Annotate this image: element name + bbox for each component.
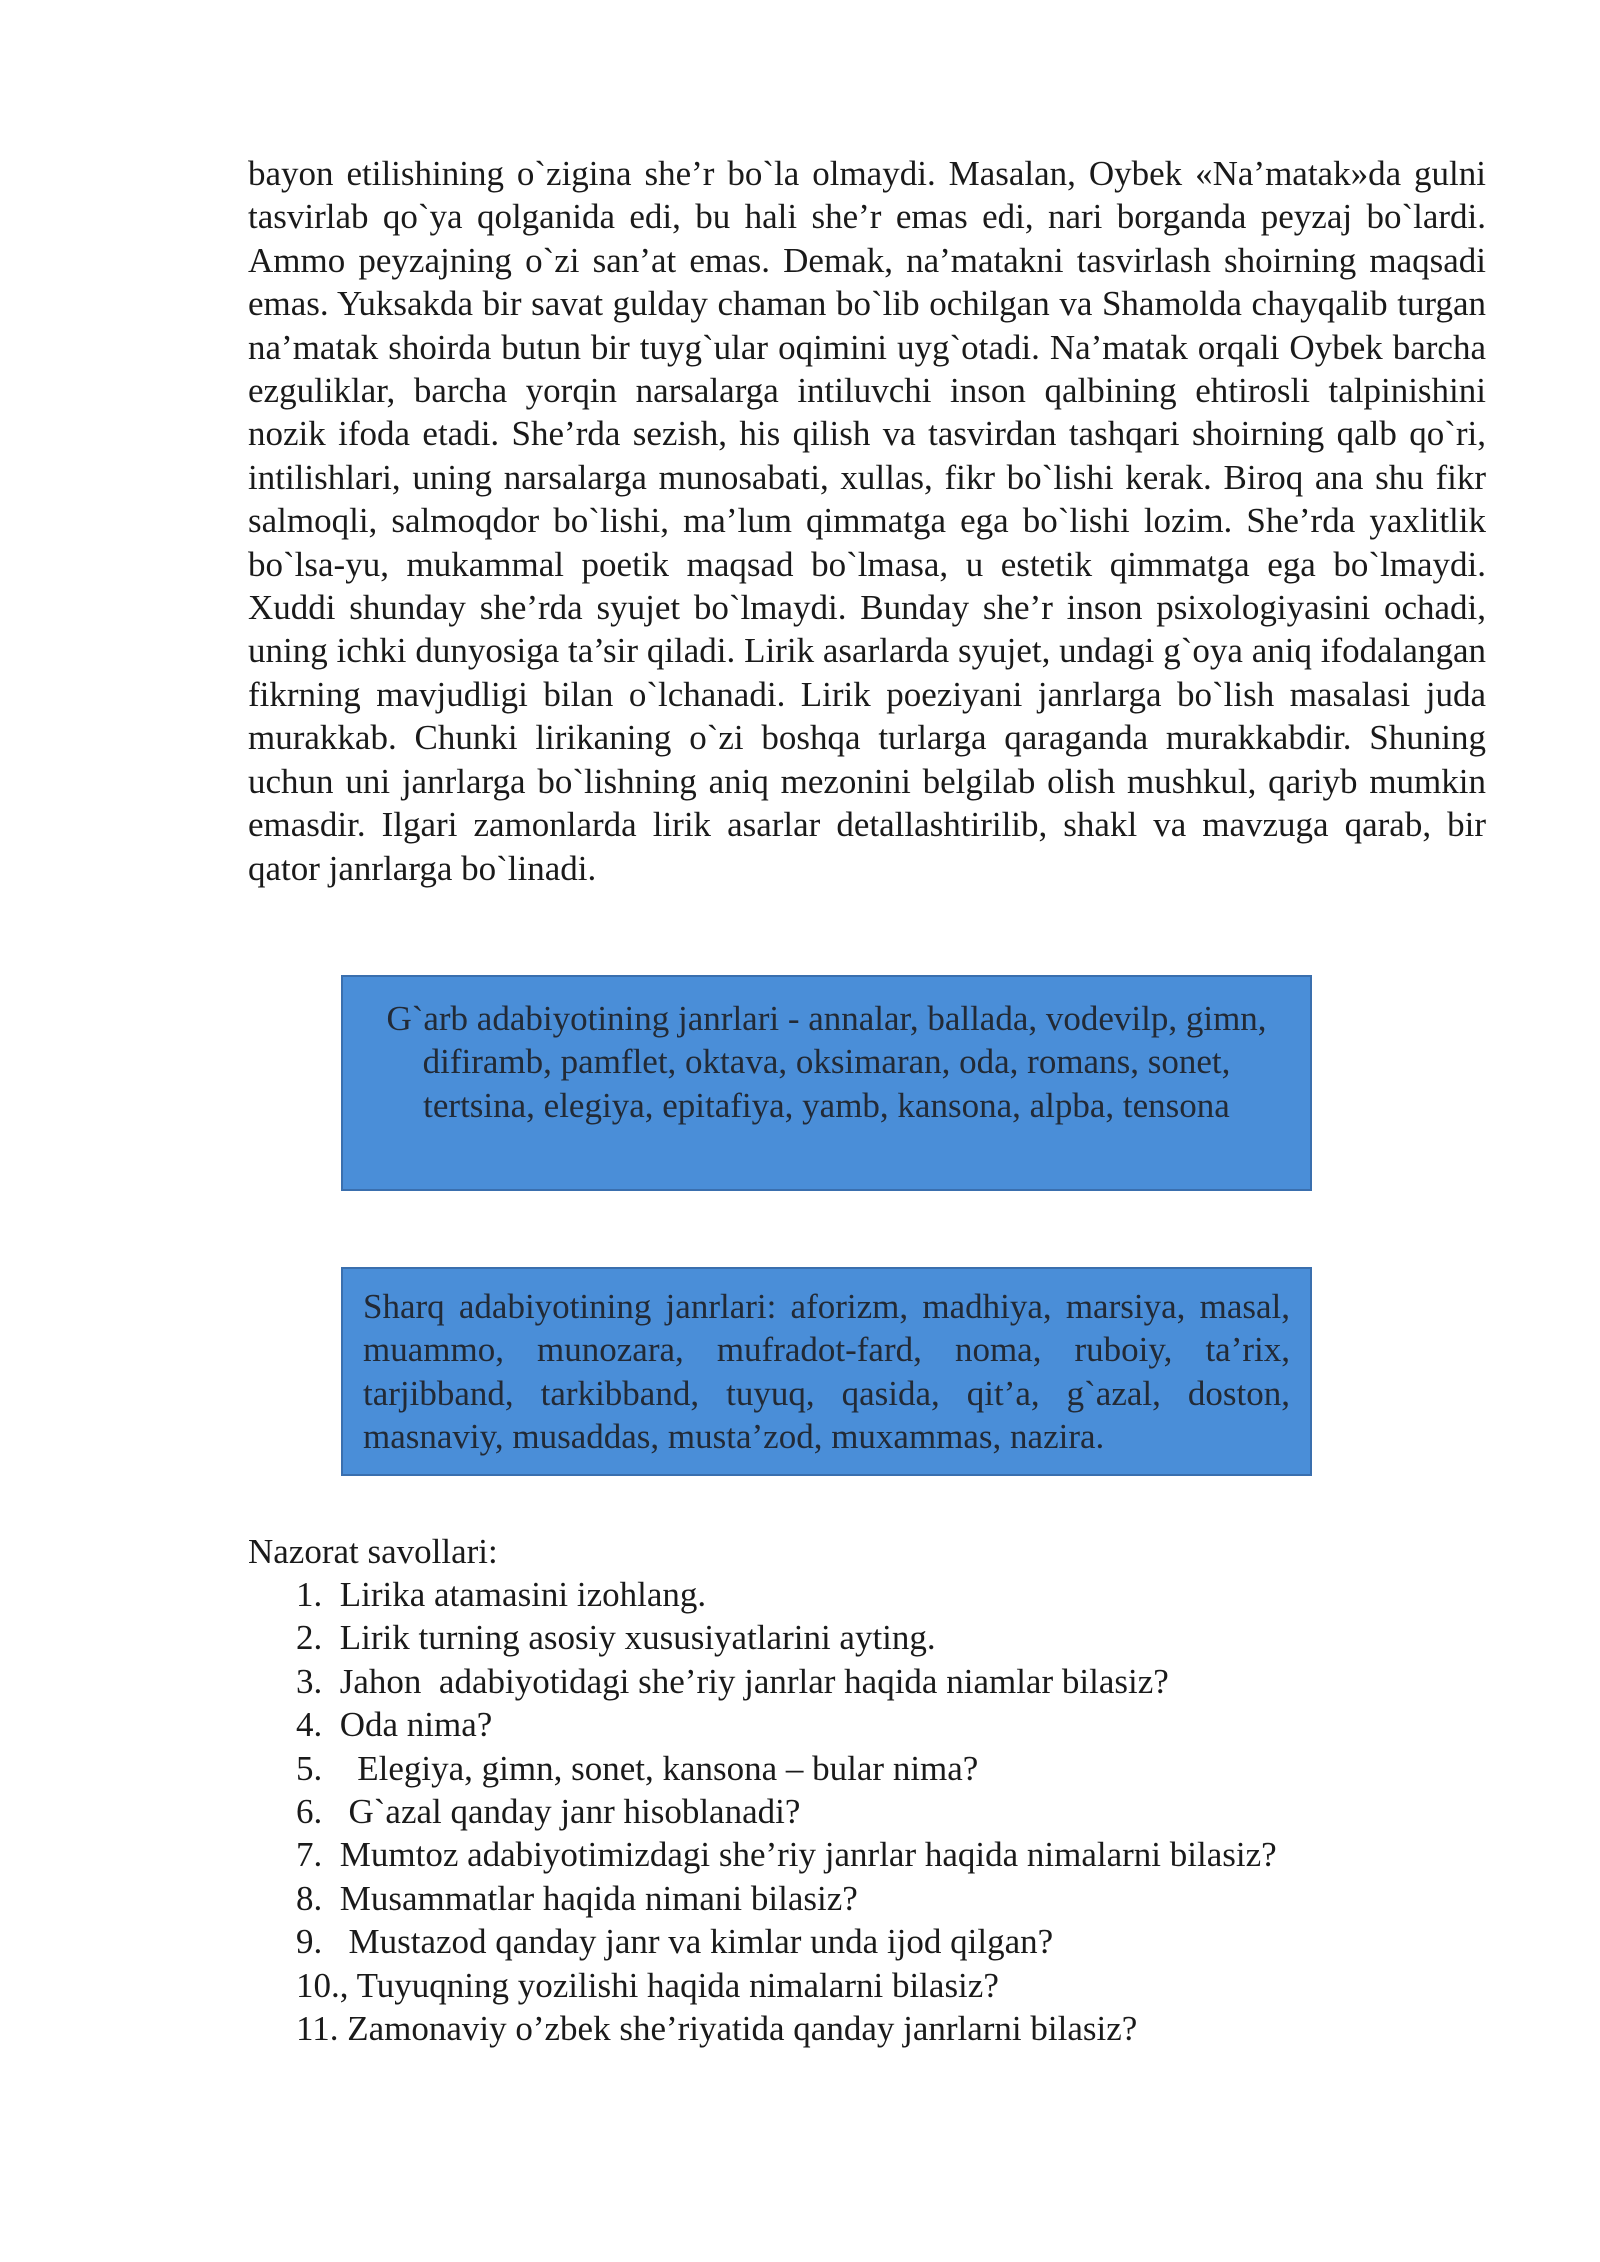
question-item: 4. Oda nima? xyxy=(296,1705,493,1745)
question-item: 9. Mustazod qanday janr va kimlar unda ijod qilgan? xyxy=(296,1922,1054,1962)
eastern-genres-box xyxy=(341,1267,1312,1476)
question-item: 11. Zamonaviy o’zbek she’riyatida qanday janrlarni bilasiz? xyxy=(296,2009,1138,2049)
western-genres-box xyxy=(341,975,1312,1191)
western-genres-text: G`arb adabiyotining janrlari - annalar, ballada, vodevilp, gimn, difiramb, pamflet, oktava, oksimaran, oda, romans, sonet, tertsina, elegiya, epitafiya, yamb, kansona, alpba, tensona xyxy=(386,999,1267,1125)
question-item: 10., Tuyuqning yozilishi haqida nimalarni bilasiz? xyxy=(296,1965,999,2005)
question-item: 5. Elegiya, gimn, sonet, kansona – bular nima? xyxy=(296,1748,979,1788)
question-item: 2. Lirik turning asosiy xususiyatlarini ayting. xyxy=(296,1618,936,1658)
question-item: 7. Mumtoz adabiyotimizdagi she’riy janrlar haqida nimalarni bilasiz? xyxy=(296,1835,1277,1875)
question-item: 6. G`azal qanday janr hisoblanadi? xyxy=(296,1792,801,1832)
eastern-genres-text: Sharq adabiyotining janrlari: aforizm, madhiya, marsiya, masal, muammo, munozara, mufradot-fard, noma, ruboiy, ta’rix, tarjibband, tarkibband, tuyuq, qasida, qit’a, g`azal, doston, masnaviy, musaddas, musta’zod, muxammas, nazira. xyxy=(363,1287,1290,1457)
question-item: 1. Lirika atamasini izohlang. xyxy=(296,1575,707,1614)
questions-list xyxy=(296,1573,1496,2050)
questions-title: Nazorat savollari: xyxy=(248,1532,498,1571)
body-paragraph: bayon etilishining o`zigina she’r bo`la olmaydi. Masalan, Oybek «Na’matak»da gulni tasvirlab qo`ya qolganida edi, bu hali she’r emas edi, nari borganda peyzaj bo`lardi. Ammo peyzajning o`zi san’at emas. Demak, na’matakni tasvirlash shoirning maqsadi emas. Yuksakda bir savat gulday chaman bo`lib ochilgan va Shamolda chayqalib turgan na’matak shoirda butun bir tuyg`ular oqimini uyg`otadi. Na’matak orqali Oybek barcha ezguliklar, barcha yorqin narsalarga intiluvchi inson qalbining ehtirosli talpinishini nozik ifoda etadi. She’rda sezish, his qilish va tasvirdan tashqari shoirning qalb qo`ri, intilishlari, uning narsalarga munosabati, xullas, fikr bo`lishi kerak. Biroq ana shu fikr salmoqli, salmoqdor bo`lishi, ma’lum qimmatga ega bo`lishi lozim. She’rda yaxlitlik bo`lsa-yu, mukammal poetik maqsad bo`lmasa, u estetik qimmatga ega bo`lmaydi. Xuddi shunday she’rda syujet bo`lmaydi. Bunday she’r inson psixologiyasini ochadi, uning ichki dunyosiga ta’sir qiladi. Lirik asarlarda syujet, undagi g`oya aniq ifodalangan fikrning mavjudligi bilan o`lchanadi. Lirik poeziyani janrlarga bo`lish masalasi juda murakkab. Chunki lirikaning o`zi boshqa turlarga qaraganda murakkabdir. Shuning uchun uni janrlarga bo`lishning aniq mezonini belgilab olish mushkul, qariyb mumkin emasdir. Ilgari zamonlarda lirik asarlar detallashtirilib, shakl va mavzuga qarab, bir qator janrlarga bo`linadi. xyxy=(248,154,1486,888)
question-item: 8. Musammatlar haqida nimani bilasiz? xyxy=(296,1878,858,1918)
question-item: 3. Jahon adabiyotidagi she’riy janrlar haqida niamlar bilasiz? xyxy=(296,1661,1169,1701)
